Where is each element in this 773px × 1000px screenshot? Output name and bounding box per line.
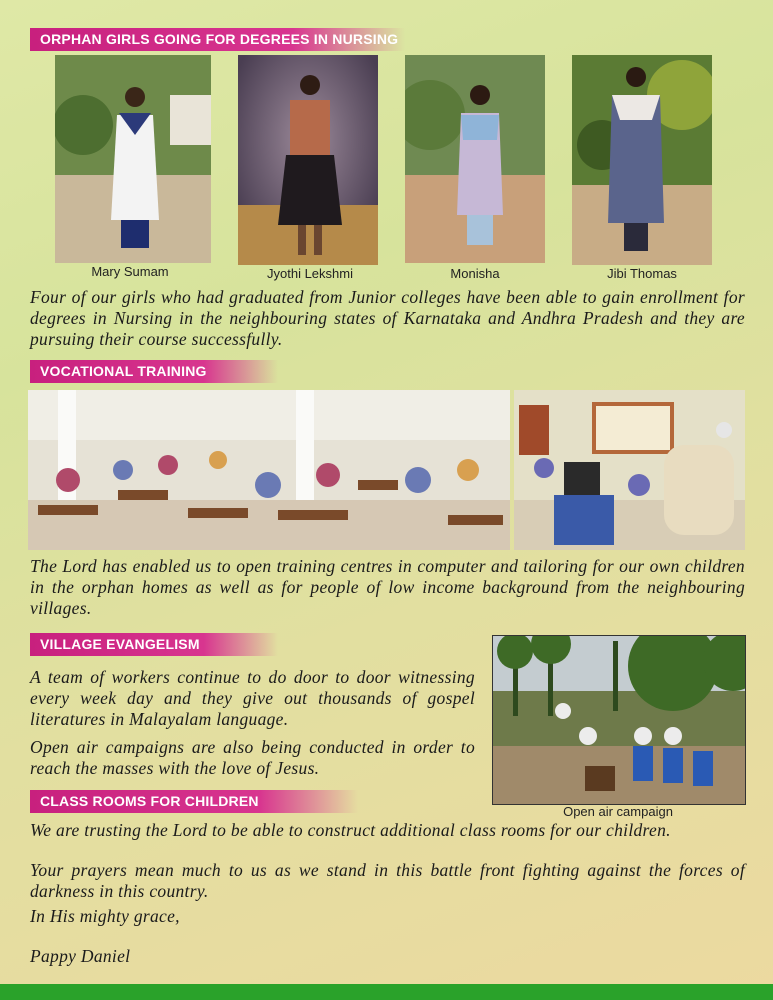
caption-monisha: Monisha — [450, 266, 500, 281]
vocational-text: The Lord has enabled us to open training centres in computer and tailoring for our own children in the orphan homes as well as for people of low income background from the neighbouring villages. — [30, 556, 745, 618]
caption-mary-sumam: Mary Sumam — [91, 264, 169, 279]
closing-salutation: In His mighty grace, — [30, 906, 180, 926]
nursing-heading: ORPHAN GIRLS GOING FOR DEGREES IN NURSING — [30, 28, 405, 51]
classrooms-text-2: Your prayers mean much to us as we stand in this battle front fighting against the forces of darkness in this country. — [30, 860, 745, 901]
classrooms-text-1: We are trusting the Lord to be able to construct additional class rooms for our children. — [30, 820, 671, 840]
photo-monisha — [405, 55, 545, 263]
closing-signature: Pappy Daniel — [30, 946, 131, 966]
nursing-text: Four of our girls who had graduated from Junior colleges have been able to gain enrollment for degrees in Nursing in the neighbouring states of Karnataka and Andhra Pradesh and they are pursuing their course successfully. — [30, 287, 745, 349]
caption-jibi-thomas: Jibi Thomas — [607, 266, 677, 281]
photo-computer-class — [514, 390, 745, 550]
caption-open-air-campaign: Open air campaign — [563, 804, 673, 819]
photo-open-air-campaign — [492, 635, 746, 805]
evangelism-text-2: Open air campaigns are also being conducted in order to reach the masses with the love of Jesus. — [30, 737, 475, 778]
vocational-heading: VOCATIONAL TRAINING — [30, 360, 278, 383]
footer-bar — [0, 984, 773, 1000]
caption-jyothi-lekshmi: Jyothi Lekshmi — [267, 266, 353, 281]
photo-mary-sumam — [55, 55, 211, 263]
classrooms-heading: CLASS ROOMS FOR CHILDREN — [30, 790, 358, 813]
evangelism-text-1: A team of workers continue to do door to door witnessing every week day and they give out thousands of gospel literatures in Malayalam language. — [30, 667, 475, 729]
photo-jyothi-lekshmi — [238, 55, 378, 265]
photo-tailoring-class — [28, 390, 510, 550]
evangelism-heading: VILLAGE EVANGELISM — [30, 633, 278, 656]
photo-jibi-thomas — [572, 55, 712, 265]
